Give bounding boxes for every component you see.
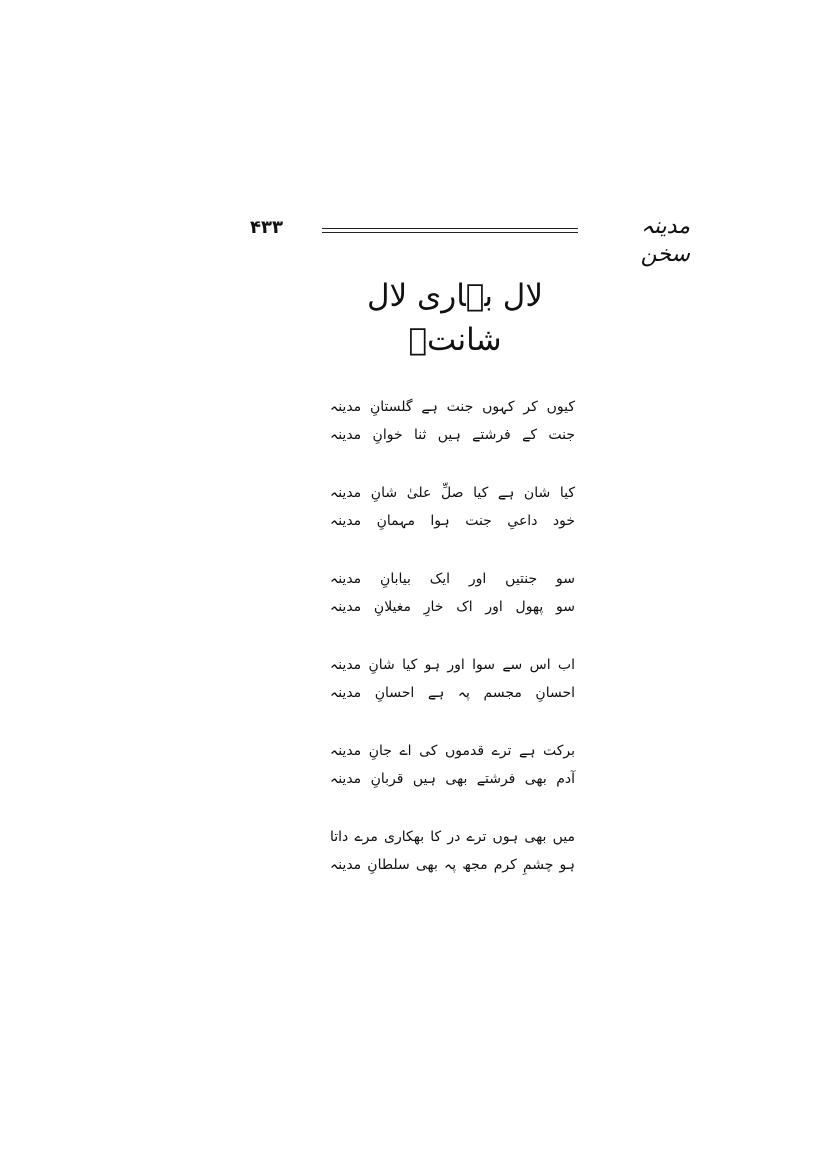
verse-3-line-2: سو پھول اور اک خارِ مغیلانِ مدینہ <box>330 599 575 615</box>
poem <box>330 393 575 909</box>
verse-1 <box>330 393 575 479</box>
verse-5-line-1: برکت ہے ترے قدموں کی اے جانِ مدینہ <box>330 743 575 759</box>
verse-1-line-1: کیوں کر کہوں جنت ہے گلستانِ مدینہ <box>330 399 575 415</box>
verse-3-line-1: سو جنتیں اور ایک بیابانِ مدینہ <box>330 571 575 587</box>
verse-4-line-1: اب اس سے سوا اور ہو کیا شانِ مدینہ <box>330 657 575 673</box>
verse-4 <box>330 651 575 737</box>
verse-1-line-2: جنت کے فرشتے ہیں ثنا خوانِ مدینہ <box>330 427 575 443</box>
verse-5 <box>330 737 575 823</box>
verse-5-line-2: آدم بھی فرشتے بھی ہیں قربانِ مدینہ <box>330 771 575 787</box>
poet-name-heading: لال بہاری لال شانتؔ <box>366 278 544 358</box>
header-rule-line-top <box>322 228 578 229</box>
verse-2-line-1: کیا شان ہے کیا صلِّ علیٰ شانِ مدینہ <box>330 485 575 501</box>
header-rule-line-bottom <box>322 232 578 233</box>
verse-2-line-2: خود داعیِ جنت ہوا مہمانِ مدینہ <box>330 513 575 529</box>
page-number: ۴۳۳ <box>250 217 283 238</box>
verse-3 <box>330 565 575 651</box>
verse-4-line-2: احسانِ مجسم پہ ہے احسانِ مدینہ <box>330 685 575 701</box>
verse-6 <box>330 823 575 909</box>
verse-2 <box>330 479 575 565</box>
book-title: مدینہ سخن <box>640 214 690 267</box>
header-double-rule <box>322 228 578 234</box>
verse-6-line-1: میں بھی ہوں ترے در کا بھکاری مرے داتا <box>330 829 575 845</box>
verse-6-line-2: ہو چشمِ کرم مجھ پہ بھی سلطانِ مدینہ <box>330 857 575 873</box>
